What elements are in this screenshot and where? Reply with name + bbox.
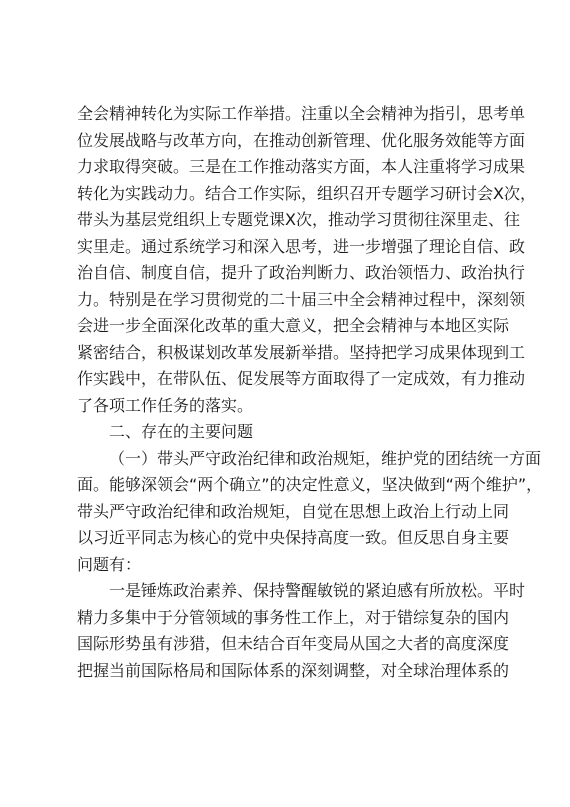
text-line: 力求取得突破。三是在工作推动落实方面，本人注重将学习成果: [77, 157, 526, 176]
text-line: 会进一步全面深化改革的重大意义，把全会精神与本地区实际: [77, 316, 510, 335]
subsection-heading: （一）带头严守政治纪律和政治规矩，维护党的团结统一方面: [109, 448, 542, 468]
text-line: 全会精神转化为实际工作举措。注重以全会精神为指引，思考单: [77, 104, 526, 123]
document-body: [77, 101, 543, 684]
text-line: 带头为基层党组织上专题党课X次，推动学习贯彻往深里走、往: [77, 210, 520, 229]
text-line: 紧密结合，积极谋划改革发展新举措。坚持把学习成果体现到工: [77, 342, 526, 362]
text-line: 面。能够深领会“两个确立”的决定性意义，坚决做到“两个维护”，: [77, 475, 543, 494]
text-line: 国际形势虽有涉猎，但未结合百年变局从国之大者的高度深度: [77, 634, 510, 653]
text-line: 以习近平同志为核心的党中央保持高度一致。但反思自身主要: [77, 528, 510, 547]
section-heading: 二、存在的主要问题: [109, 422, 254, 441]
text-line: 精力多集中于分管领域的事务性工作上，对于错综复杂的国内: [77, 607, 510, 627]
text-line: 作实践中，在带队伍、促发展等方面取得了一定成效，有力推动: [77, 369, 526, 388]
text-line: 带头严守政治纪律和政治规矩，自觉在思想上政治上行动上同: [77, 501, 510, 521]
text-line: 力。特别是在学习贯彻党的二十届三中全会精神过程中，深刻领: [77, 289, 526, 309]
text-line: 位发展战略与改革方向，在推动创新管理、优化服务效能等方面: [77, 130, 526, 150]
text-line: 了各项工作任务的落实。: [77, 395, 254, 415]
text-line: 实里走。通过系统学习和深入思考，进一步增强了理论自信、政: [77, 236, 526, 256]
text-line: 问题有：: [77, 554, 142, 574]
text-line: 治自信、制度自信，提升了政治判断力、政治领悟力、政治执行: [77, 263, 526, 282]
text-line: 把握当前国际格局和国际体系的深刻调整，对全球治理体系的: [77, 660, 510, 680]
text-line: 转化为实践动力。结合工作实际，组织召开专题学习研讨会X次，: [77, 183, 536, 203]
text-line: 一是锤炼政治素养、保持警醒敏锐的紧迫感有所放松。平时: [109, 581, 526, 600]
